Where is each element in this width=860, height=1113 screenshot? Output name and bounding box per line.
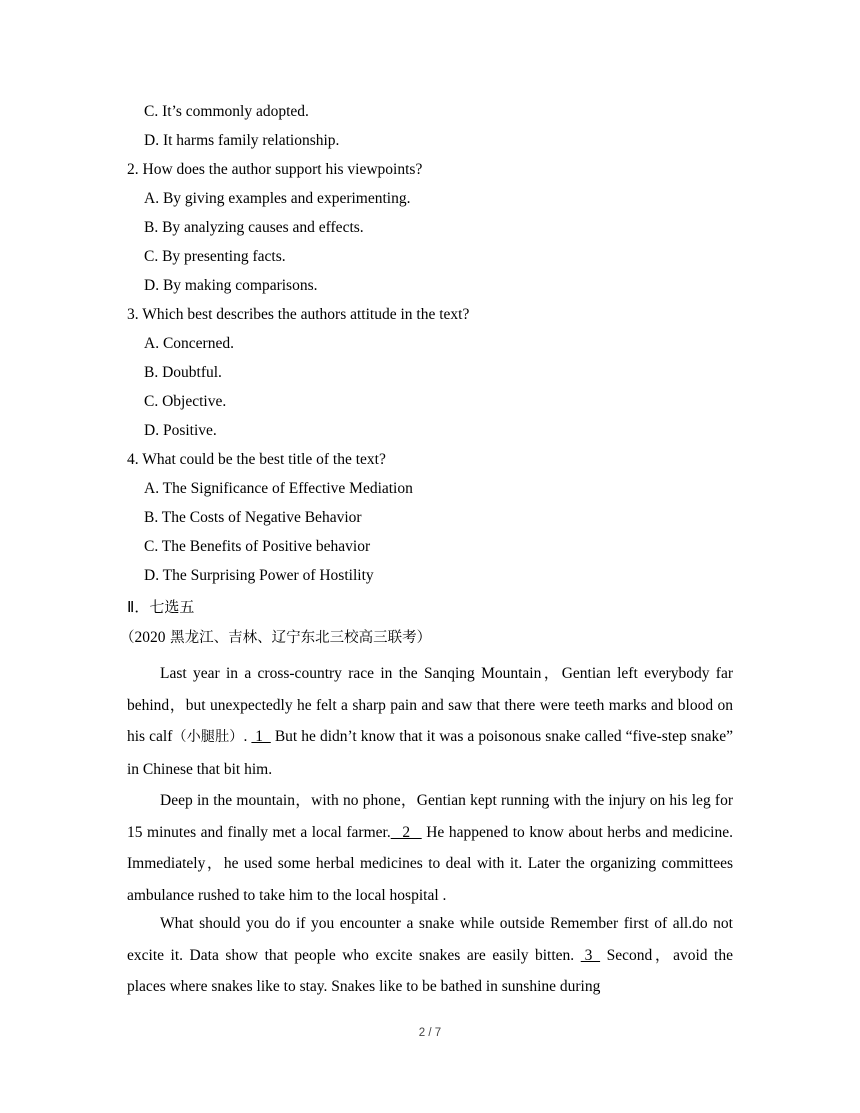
paragraph-2-text-a: Deep in the mountain，with no phone，Gentian kept running with the injury on his leg for 15 minutes and finally met a local farmer.: [127, 792, 733, 841]
section-heading: Ⅱ．七选五: [127, 598, 195, 616]
question-3-option-b: B. Doubtful.: [144, 364, 222, 381]
paragraph-1-chinese-gloss: （小腿肚）: [172, 729, 244, 745]
source-open-paren: （: [120, 630, 135, 646]
question-3-stem: 3. Which best describes the authors attitude in the text?: [127, 306, 470, 323]
passage-paragraph-1: [127, 658, 733, 785]
question-3-option-d: D. Positive.: [144, 422, 217, 439]
passage-paragraph-2: [127, 785, 733, 911]
question-2-option-c: C. By presenting facts.: [144, 248, 286, 265]
question-2-stem: 2. How does the author support his viewpoints?: [127, 161, 423, 178]
question-4-option-b: B. The Costs of Negative Behavior: [144, 509, 362, 526]
question-2-option-a: A. By giving examples and experimenting.: [144, 190, 411, 207]
option-c-prev: C. It’s commonly adopted.: [144, 103, 309, 120]
blank-1[interactable]: 1: [251, 728, 271, 745]
paragraph-1-text-a: Last year in a cross-country race in the Sanqing Mountain，Gentian left everybody far behind，but unexpectedly he felt a sharp pain and saw that there were teeth marks and blood on his calf: [127, 665, 733, 745]
question-2-option-b: B. By analyzing causes and effects.: [144, 219, 364, 236]
source-text: 黑龙江、吉林、辽宁东北三校高三联考）: [165, 630, 432, 646]
page-indicator: 2 / 7: [418, 1027, 442, 1039]
option-d-prev: D. It harms family relationship.: [144, 132, 340, 149]
paragraph-3-text-b: Second，avoid the places where snakes like to stay. Snakes like to be bathed in sunshine during: [127, 946, 733, 995]
passage-source: [120, 628, 431, 648]
paragraph-3-text-a: What should you do if you encounter a snake while outside Remember first of all.do not excite it. Data show that people who excite snakes are easily bitten.: [127, 915, 733, 964]
question-4-option-c: C. The Benefits of Positive behavior: [144, 538, 371, 555]
question-4-option-d: D. The Surprising Power of Hostility: [144, 567, 374, 584]
question-4-stem: 4. What could be the best title of the text?: [127, 451, 386, 468]
question-4-option-a: A. The Significance of Effective Mediation: [144, 480, 413, 497]
paragraph-2-text-b: He happened to know about herbs and medicine. Immediately，he used some herbal medicines to deal with it. Later the organizing committees ambulance rushed to take him to the local hospital .: [127, 823, 733, 904]
paragraph-1-text-c: But he didn’t know that it was a poisonous snake called “five-step snake” in Chinese that bit him.: [127, 728, 734, 778]
source-year: 2020: [134, 629, 166, 646]
blank-3[interactable]: 3: [580, 946, 601, 964]
question-2-option-d: D. By making comparisons.: [144, 277, 318, 294]
passage-paragraph-3: [127, 908, 733, 1003]
paragraph-1-text-b: .: [243, 728, 252, 745]
question-3-option-a: A. Concerned.: [144, 335, 234, 352]
blank-2[interactable]: 2: [390, 823, 422, 841]
question-3-option-c: C. Objective.: [144, 393, 227, 410]
